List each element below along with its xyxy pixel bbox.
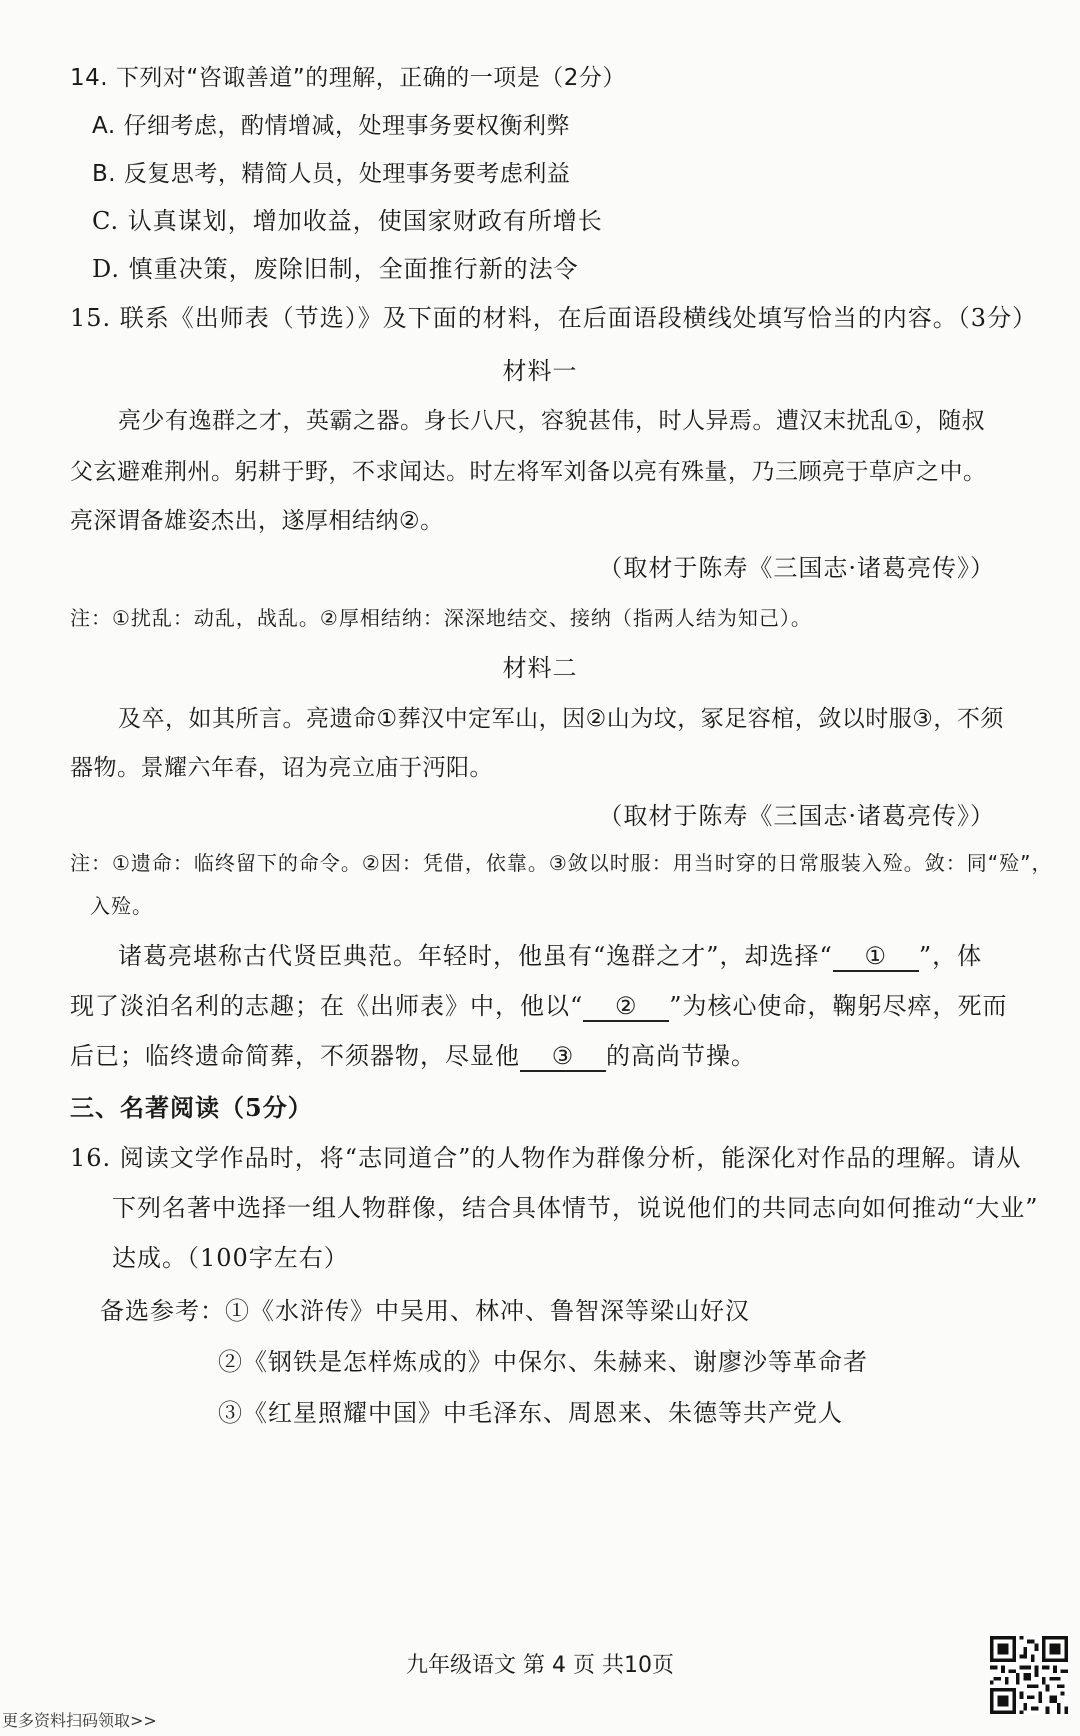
q16-line-1: 16. 阅读文学作品时，将“志同道合”的人物作为群像分析，能深化对作品的理解。请从 <box>70 1144 1022 1172</box>
page-footer: 九年级语文 第 4 页 共10页 <box>406 1653 674 1678</box>
qr-code-icon[interactable] <box>990 1636 1068 1714</box>
material1-note: 注：①扰乱：动乱，战乱。②厚相结纳：深深地结交、接纳（指两人结为知己）。 <box>70 606 812 630</box>
material2-note-line-1: 注：①遗命：临终留下的命令。②因：凭借，依靠。③敛以时服：用当时穿的日常服装入殓。敛：同“殓”， <box>70 851 1053 875</box>
para-text: 的高尚节操。 <box>606 1042 756 1070</box>
q16-line-3: 达成。（100字左右） <box>112 1244 349 1272</box>
corner-note: 更多资料扫码领取>> <box>2 1711 157 1730</box>
q15-paragraph-line-3 <box>70 1040 756 1072</box>
blank-2[interactable]: ② <box>583 992 669 1022</box>
material2-line-1: 及卒，如其所言。亮遗命①葬汉中定军山，因②山为坟，冢足容棺，敛以时服③，不须 <box>118 706 1004 732</box>
q15-paragraph-line-1 <box>118 940 982 972</box>
material1-line-1: 亮少有逸群之才，英霸之器。身长八尺，容貌甚伟，时人异焉。遭汉末扰乱①，随叔 <box>118 408 986 434</box>
q14-stem: 14. 下列对“咨诹善道”的理解，正确的一项是（2分） <box>70 65 626 91</box>
q16-reference-3: ③《红星照耀中国》中毛泽东、周恩来、朱德等共产党人 <box>218 1399 843 1427</box>
blank-3[interactable]: ③ <box>520 1042 606 1072</box>
para-text: 后已；临终遗命简葬，不须器物，尽显他 <box>70 1042 520 1070</box>
q14-option-b: B. 反复思考，精简人员，处理事务要考虑利益 <box>92 161 571 187</box>
q15-paragraph-line-2 <box>70 990 1008 1022</box>
material2-note-line-2: 入殓。 <box>90 894 153 918</box>
q16-reference-2: ②《钢铁是怎样炼成的》中保尔、朱赫来、谢廖沙等革命者 <box>218 1348 868 1376</box>
q16-reference-1 <box>100 1295 750 1327</box>
material1-line-3: 亮深谓备雄姿杰出，遂厚相结纳②。 <box>70 508 444 534</box>
para-text: ”为核心使命，鞠躬尽瘁，死而 <box>669 992 1008 1020</box>
material2-line-2: 器物。景耀六年春，诏为亮立庙于沔阳。 <box>70 755 493 781</box>
para-text: ”，体 <box>918 942 983 970</box>
para-text: 现了淡泊名利的志趣；在《出师表》中，他以“ <box>70 992 584 1020</box>
section-3-title: 三、名著阅读（5分） <box>70 1093 313 1122</box>
q15-stem: 15. 联系《出师表（节选）》及下面的材料，在后面语段横线处填写恰当的内容。（3分） <box>70 304 1038 332</box>
para-text: 诸葛亮堪称古代贤臣典范。年轻时，他虽有“逸群之才”，却选择“ <box>118 942 833 970</box>
q14-option-c: C. 认真谋划，增加收益，使国家财政有所增长 <box>92 207 603 235</box>
reference-item: ①《水浒传》中吴用、林冲、鲁智深等梁山好汉 <box>225 1297 750 1325</box>
material2-title: 材料二 <box>502 654 578 682</box>
q14-option-a: A. 仔细考虑，酌情增减，处理事务要权衡利弊 <box>92 113 570 139</box>
material1-title: 材料一 <box>502 357 578 385</box>
q16-line-2: 下列名著中选择一组人物群像，结合具体情节，说说他们的共同志向如何推动“大业” <box>112 1194 1039 1222</box>
q14-option-d: D. 慎重决策，废除旧制，全面推行新的法令 <box>92 255 579 283</box>
blank-1[interactable]: ① <box>833 942 919 972</box>
reference-label: 备选参考： <box>100 1297 225 1325</box>
material1-line-2: 父玄避难荆州。躬耕于野，不求闻达。时左将军刘备以亮有殊量，乃三顾亮于草庐之中。 <box>70 459 987 485</box>
material1-source: （取材于陈寿《三国志·诸葛亮传》） <box>598 554 995 582</box>
material2-source: （取材于陈寿《三国志·诸葛亮传》） <box>598 802 995 830</box>
